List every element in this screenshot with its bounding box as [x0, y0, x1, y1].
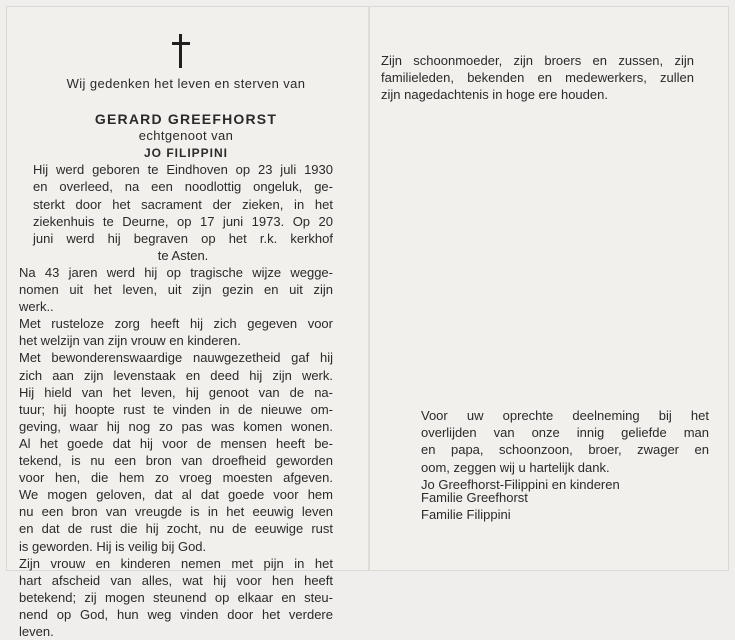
tribute-line: geving, waar hij nog zo pas was komen wonen.: [19, 418, 333, 434]
tribute-line: voor hen, die hem zo vroeg moesten afgeven.: [19, 470, 333, 486]
thanks-line: en papa, schoonzoon, broer, zwager en: [421, 442, 709, 458]
bio-line: juni werd hij begraven op het r.k. kerkhof: [33, 231, 333, 247]
left-panel: [19, 19, 353, 639]
tribute-line: hart afscheid van alles, wat hij voor hen heeft: [19, 572, 333, 588]
spouse-name: JO FILIPPINI: [143, 146, 228, 160]
bio-line: te Asten.: [157, 248, 209, 264]
bio-line: ziekenhuis te Deurne, op 17 juni 1973. Op 20: [33, 213, 333, 229]
tribute-line: het welzijn van zijn vrouw en kinderen.: [19, 333, 241, 349]
tribute-line: is geworden. Hij is veilig bij God.: [19, 538, 207, 554]
tribute-line: leven.: [19, 623, 54, 639]
thanks-text: [421, 407, 709, 493]
relatives-line: familieleden, bekenden en medewerkers, zullen: [381, 70, 694, 86]
spouse-prefix: echtgenoot van: [138, 128, 234, 143]
relatives-line: zijn nagedachtenis in hoge ere houden.: [381, 87, 608, 103]
tribute-line: nend op God, hun weg vinden door het verdere: [19, 606, 333, 622]
bio-line: en overleed, na een noodlottig ongeluk, ge-: [33, 179, 333, 195]
thanks-line: Voor uw oprechte deelneming bij het: [421, 408, 709, 423]
tribute-line: tekend, is nu een bron van droefheid geworden: [19, 453, 333, 469]
tribute-line: Zijn vrouw en kinderen nemen met pijn in het: [19, 555, 333, 571]
family-line: Familie Filippini: [421, 507, 511, 523]
deceased-name: GERARD GREEFHORST: [94, 111, 278, 127]
cross-icon: [172, 34, 190, 68]
thanks-line: overlijden van onze innig geliefde man: [421, 425, 709, 441]
intro-text: Wij gedenken het leven en sterven van: [66, 76, 306, 91]
thanks-line: oom, zeggen wij u hartelijk dank.: [421, 459, 610, 475]
biography-text: [33, 161, 333, 265]
bio-line: Hij werd geboren te Eindhoven op 23 juli 1930: [33, 162, 333, 177]
tribute-line: Na 43 jaren werd hij op tragische wijze wegge-: [19, 265, 333, 280]
tribute-line: nomen uit het leven, uit zijn gezin en uit zijn: [19, 282, 333, 298]
tribute-line: betekend; zij mogen steunend op elkaar en steu-: [19, 589, 333, 605]
tribute-line: nu een bron van vreugde is in het eeuwig leven: [19, 504, 333, 520]
tribute-line: zich aan zijn levenstaak en deed hij zijn werk.: [19, 367, 333, 383]
tribute-line: tuur; hij hoopte rust te vinden in de nieuwe om-: [19, 401, 333, 417]
tribute-line: We mogen geloven, dat al dat goede voor hem: [19, 487, 333, 503]
tribute-text: [19, 264, 333, 640]
relatives-line: Zijn schoonmoeder, zijn broers en zussen, zijn: [381, 53, 694, 68]
tribute-line: en dat de rust die hij zocht, nu de eeuwige rust: [19, 521, 333, 537]
bio-line: sterkt door het sacrament der zieken, in het: [33, 196, 333, 212]
tribute-line: Met bewonderenswaardige nauwgezetheid gaf hij: [19, 350, 333, 366]
tribute-line: Hij hield van het leven, hij genoot van de na-: [19, 384, 333, 400]
family-line: Familie Greefhorst: [421, 490, 528, 505]
thanks-line: Jo Greefhorst-Filippini en kinderen: [421, 476, 620, 492]
tribute-line: werk..: [19, 299, 54, 315]
tribute-line: Al het goede dat hij voor de mensen heeft be-: [19, 435, 333, 451]
family-signatures: [421, 489, 621, 523]
relatives-text: [381, 52, 694, 104]
right-panel: [381, 19, 714, 564]
card-fold: [368, 7, 370, 570]
tribute-line: Met rusteloze zorg heeft hij zich gegeven voor: [19, 316, 333, 332]
memorial-card: [6, 6, 729, 639]
